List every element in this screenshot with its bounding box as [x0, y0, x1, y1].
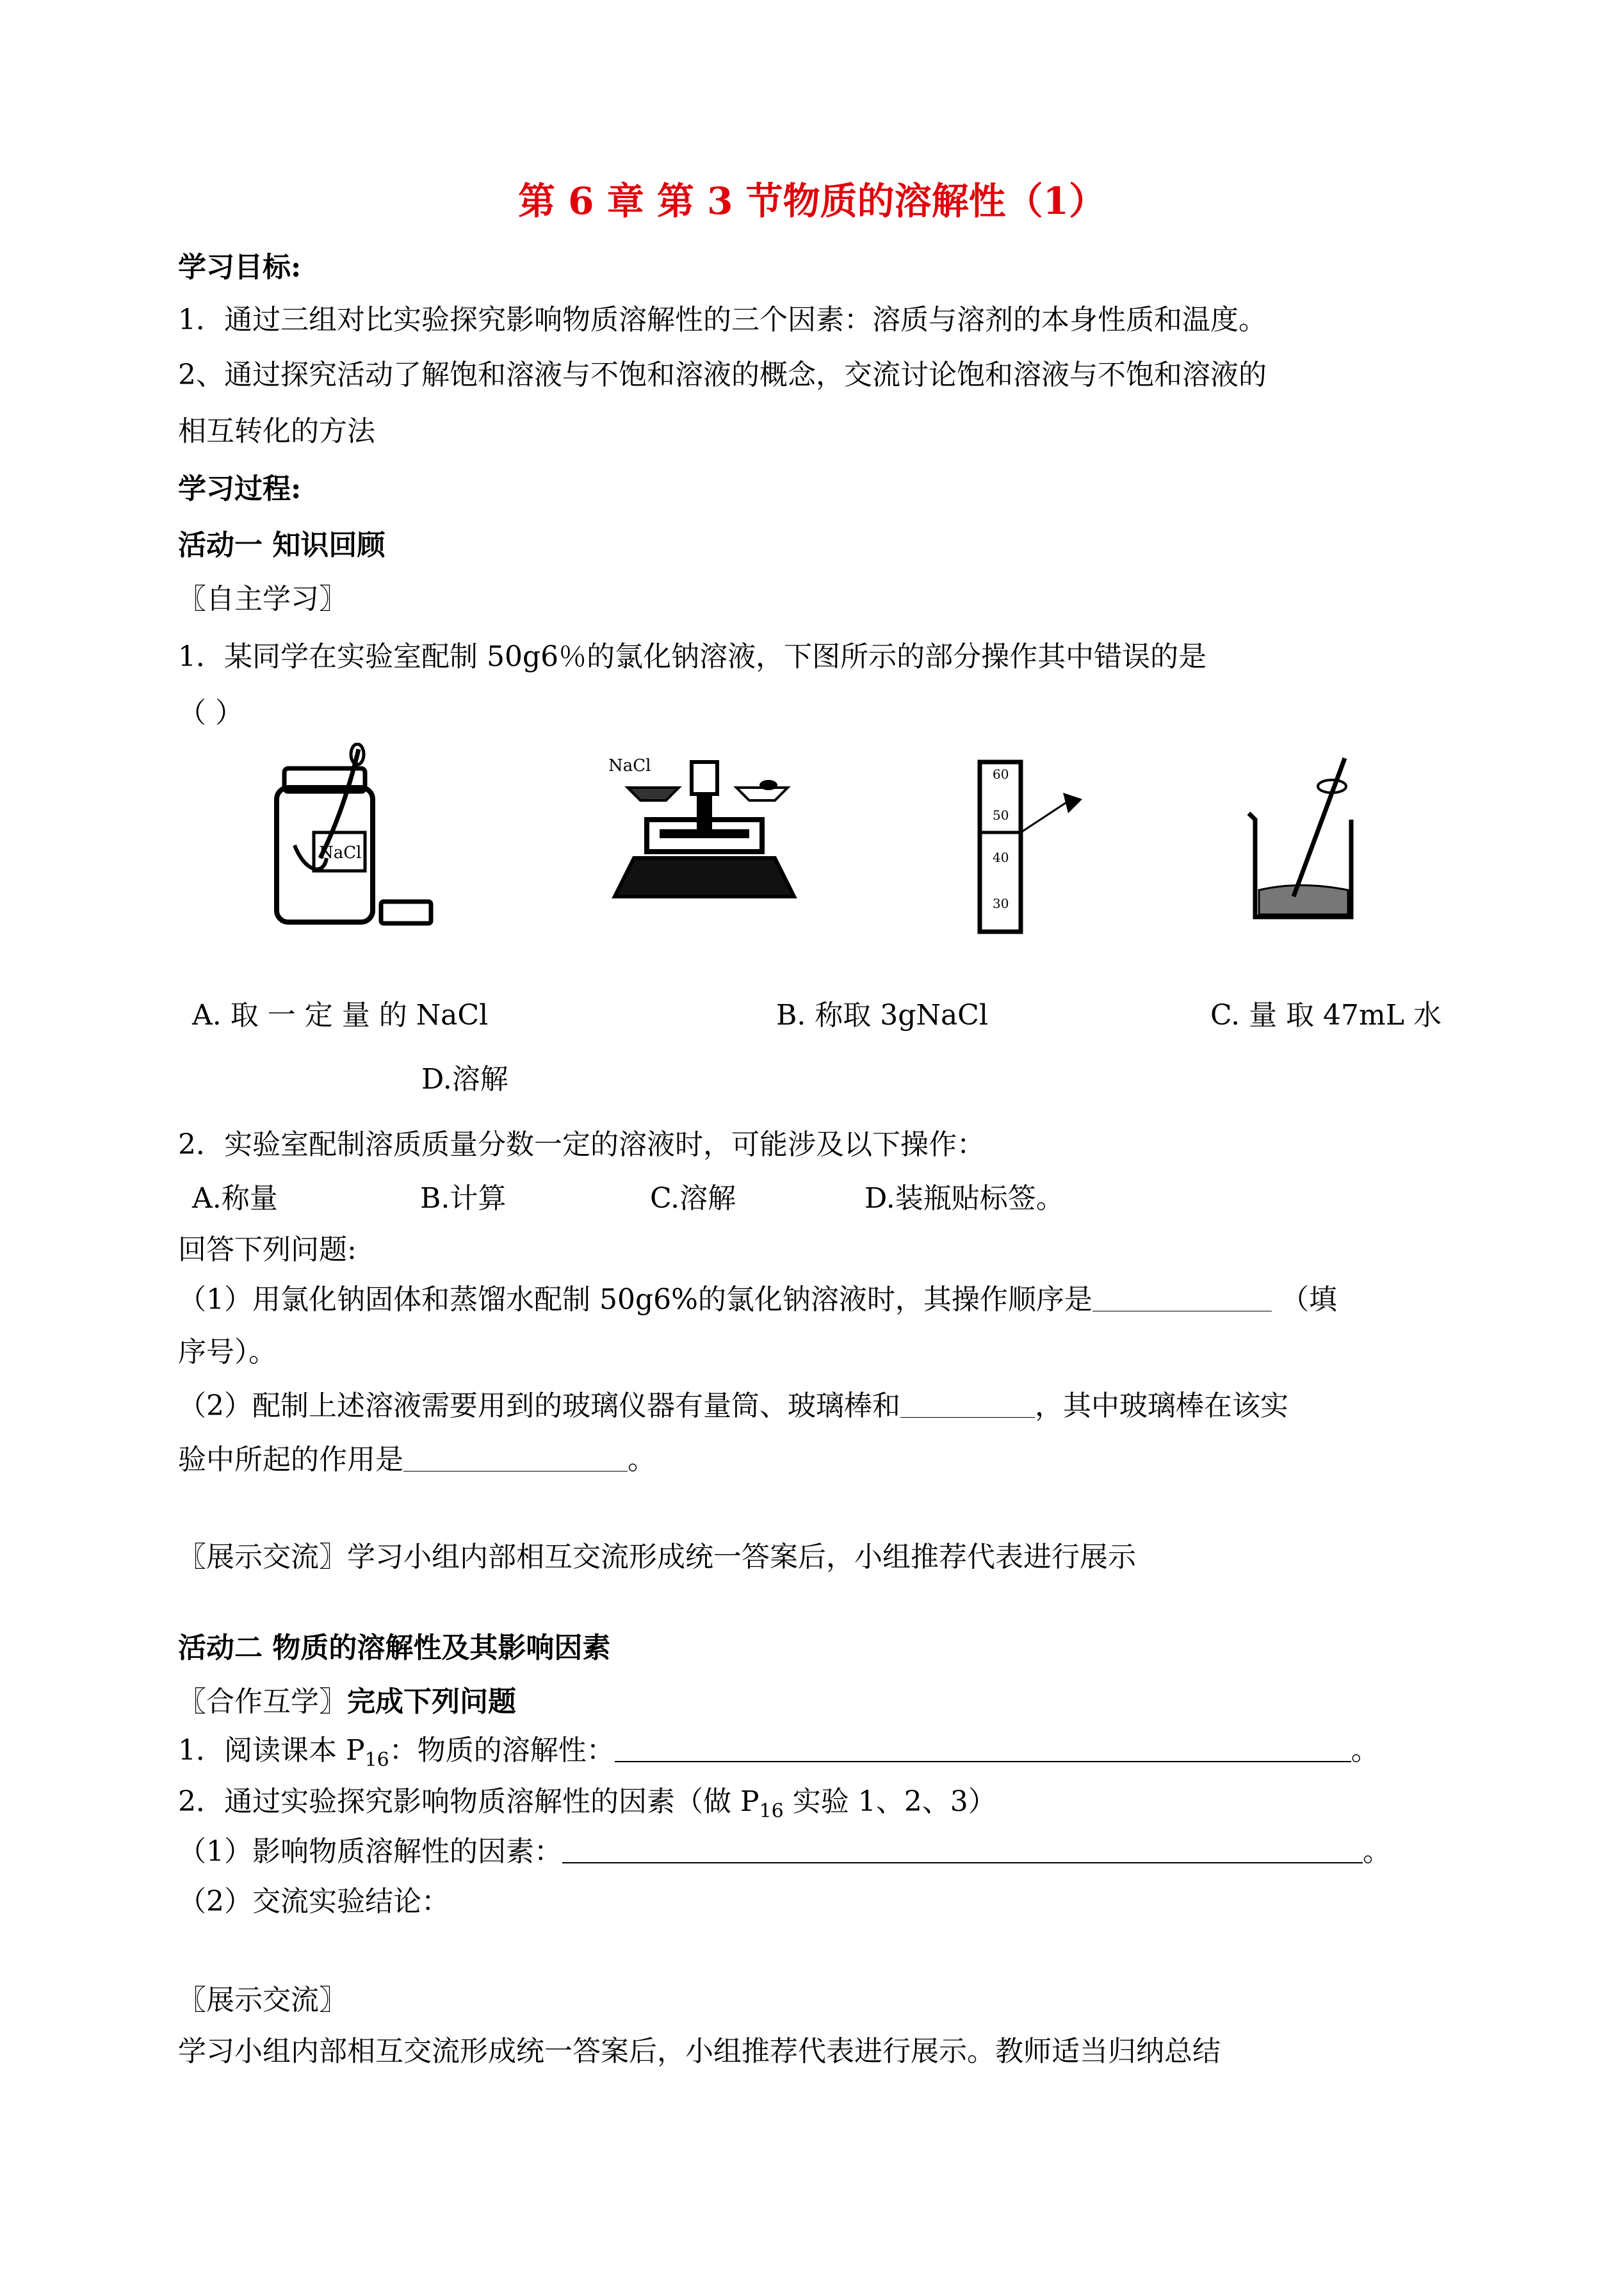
- option-c: C. 量 取 47mL 水: [1210, 999, 1441, 1032]
- graduated-cylinder-figure: [967, 756, 1089, 935]
- coop-study-text: 完成下列问题: [347, 1685, 516, 1718]
- process-heading: 学习过程:: [178, 473, 302, 505]
- page-title: 第 6 章 第 3 节物质的溶解性（1）: [517, 179, 1107, 223]
- objective-item-2-line-1: 2、通过探究活动了解饱和溶液与不饱和溶液的概念，交流讨论饱和溶液与不饱和溶液的: [178, 359, 1267, 391]
- tick-30: 30: [993, 896, 1009, 911]
- option-b: B. 称取 3gNaCl: [776, 999, 988, 1032]
- question-2-2-line-2: [178, 1443, 656, 1477]
- a2q1-text-b: ：物质的溶解性：: [389, 1734, 615, 1767]
- question-2-option-b: B.计算: [420, 1182, 507, 1215]
- answer-blank-instrument[interactable]: [900, 1391, 1035, 1418]
- a2q1-end: 。: [1351, 1734, 1379, 1767]
- activity-2-question-1: [178, 1734, 1379, 1772]
- tick-50: 50: [993, 807, 1009, 823]
- a2q2-text-b: 实验 1、2、3）: [783, 1785, 996, 1818]
- question-2-1-line-2: 序号）。: [178, 1336, 277, 1368]
- coop-study-label: 〖合作互学〗: [178, 1685, 347, 1718]
- activity-2-exchange-text: 学习小组内部相互交流形成统一答案后，小组推荐代表进行展示。教师适当归纳总结: [178, 2035, 1221, 2068]
- question-2-option-d: D.装瓶贴标签。: [865, 1182, 1064, 1215]
- self-study-label: 〖自主学习〗: [178, 583, 347, 615]
- option-a: A. 取 一 定 量 的 NaCl: [192, 999, 489, 1032]
- question-2-1-tail: （填: [1280, 1283, 1337, 1316]
- question-2-2-text-b: ，其中玻璃棒在该实: [1035, 1390, 1288, 1422]
- activity-2-question-2-2: （2）交流实验结论：: [178, 1885, 450, 1918]
- a2q2-text-a: 2．通过实验探究影响物质溶解性的因素（做 P: [178, 1785, 759, 1818]
- question-2-option-c: C.溶解: [650, 1182, 736, 1215]
- question-2-2-text-a: （2）配制上述溶液需要用到的玻璃仪器有量筒、玻璃棒和: [178, 1390, 900, 1422]
- reagent-bottle-figure: [269, 743, 442, 929]
- question-1-answer-blank: （ ）: [178, 697, 243, 729]
- question-2-2-line-1: [178, 1390, 1288, 1423]
- option-d: D.溶解: [421, 1063, 508, 1096]
- a2q2-1-text: （1）影响物质溶解性的因素：: [178, 1835, 562, 1868]
- question-2-1-line-1: [178, 1283, 1337, 1317]
- question-2-option-a: A.称量: [192, 1182, 278, 1215]
- activity-2-heading: 活动二 物质的溶解性及其影响因素: [178, 1632, 611, 1664]
- tick-60: 60: [993, 766, 1009, 782]
- a2q2-1-end: 。: [1363, 1835, 1391, 1868]
- a2q2-page-sub: 16: [759, 1800, 784, 1822]
- question-2-2-text-d: 。: [628, 1443, 656, 1476]
- coop-study-line: [178, 1685, 516, 1719]
- bottle-label: NaCl: [319, 843, 362, 863]
- activity-1-exchange: 〖展示交流〗学习小组内部相互交流形成统一答案后，小组推荐代表进行展示: [178, 1541, 1136, 1573]
- question-2: 2．实验室配制溶质质量分数一定的溶液时，可能涉及以下操作：: [178, 1128, 985, 1161]
- question-2-1-text: （1）用氯化钠固体和蒸馏水配制 50g6%的氯化钠溶液时，其操作顺序是: [178, 1283, 1092, 1316]
- activity-2-question-2: [178, 1785, 996, 1823]
- answer-blank-solubility[interactable]: [615, 1735, 1351, 1762]
- objective-item-1: 1．通过三组对比实验探究影响物质溶解性的三个因素：溶质与溶剂的本身性质和温度。: [178, 304, 1267, 336]
- objective-item-2-line-2: 相互转化的方法: [178, 415, 375, 448]
- tick-40: 40: [993, 850, 1009, 865]
- question-1-line-1: 1．某同学在实验室配制 50g6％的氯化钠溶液，下图所示的部分操作其中错误的是: [178, 640, 1207, 673]
- activity-2-question-2-1: [178, 1835, 1391, 1869]
- a2q1-page-sub: 16: [364, 1749, 389, 1771]
- objectives-heading: 学习目标:: [178, 251, 302, 284]
- a2q1-text-a: 1．阅读课本 P: [178, 1734, 365, 1767]
- answer-blank-order[interactable]: [1092, 1285, 1272, 1311]
- activity-2-exchange-heading: 〖展示交流〗: [178, 1984, 347, 2016]
- balance-label: NaCl: [608, 756, 651, 775]
- question-2-2-text-c: 验中所起的作用是: [178, 1443, 403, 1476]
- activity-1-heading: 活动一 知识回顾: [178, 529, 386, 562]
- answer-prompt: 回答下列问题:: [178, 1233, 357, 1266]
- answer-blank-factors[interactable]: [562, 1837, 1363, 1863]
- beaker-figure: [1236, 749, 1377, 929]
- answer-blank-rod-purpose[interactable]: [403, 1445, 628, 1472]
- balance-figure: [602, 749, 807, 909]
